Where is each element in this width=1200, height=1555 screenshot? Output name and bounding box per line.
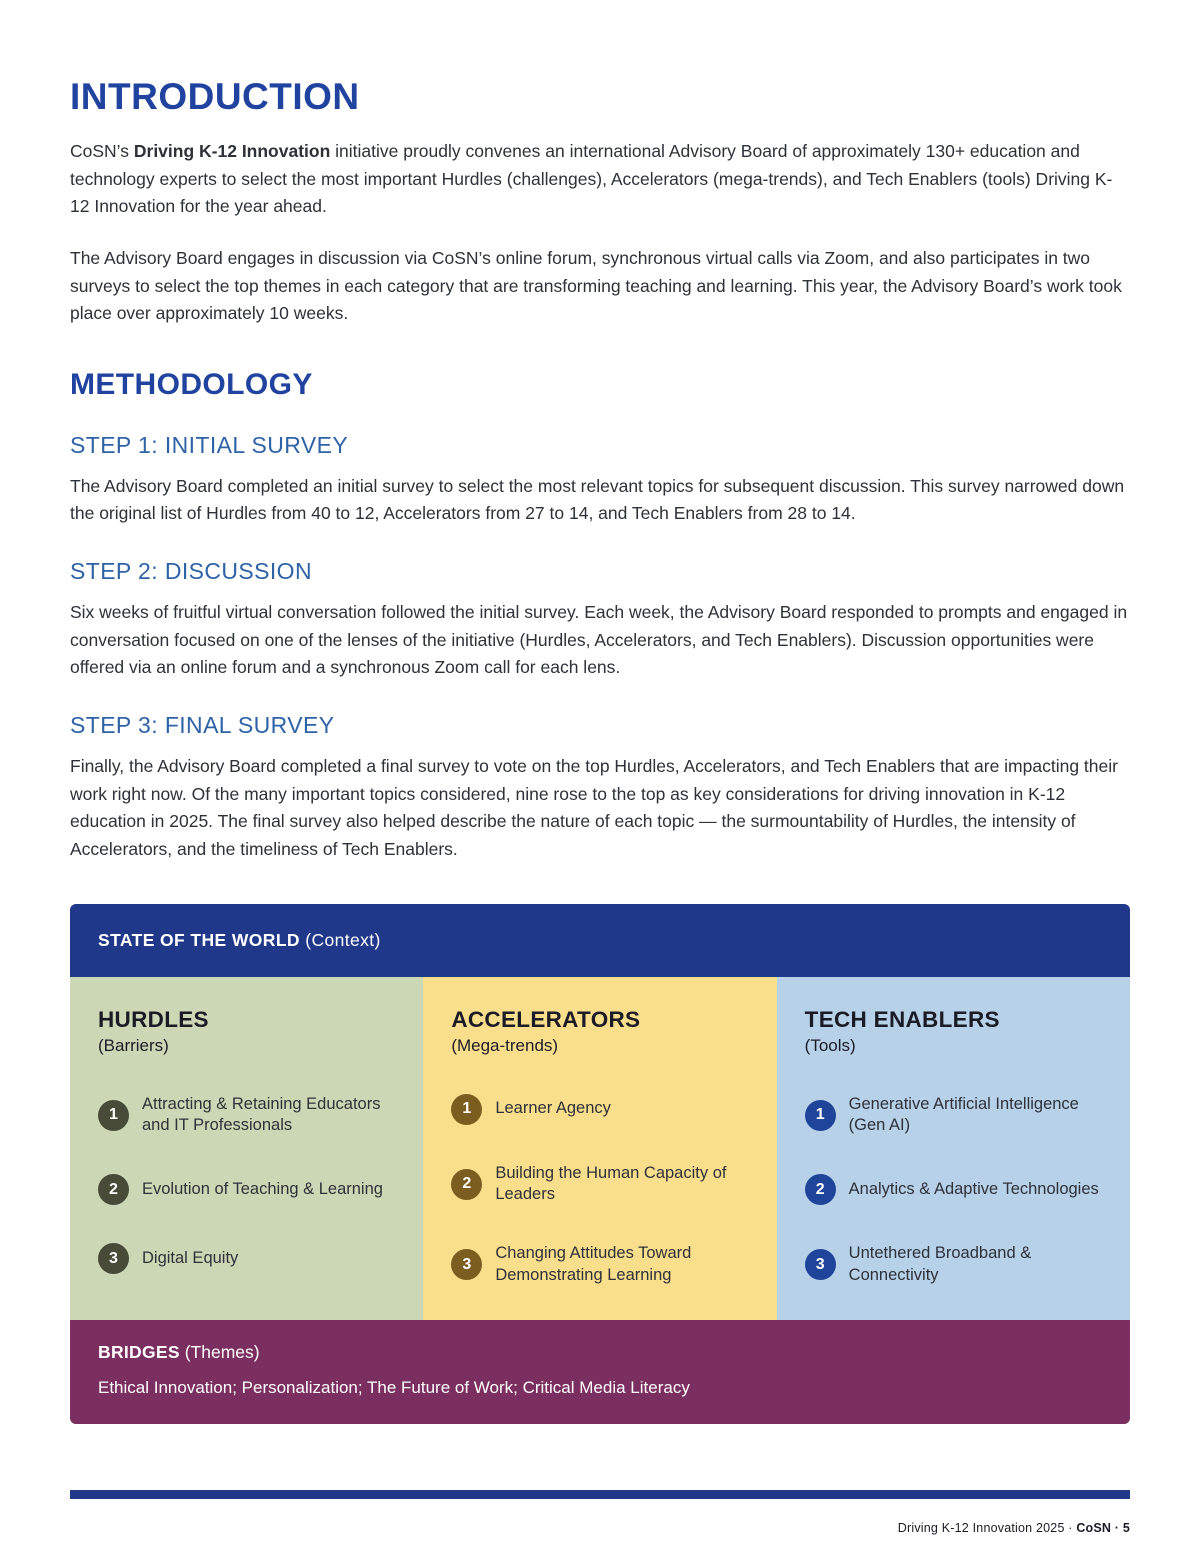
item-number-badge: 1 (805, 1100, 836, 1131)
step-1-body: The Advisory Board completed an initial survey to select the most relevant topics for subsequent discussion. This survey narrowed down the original list of Hurdles from 40 to 12, Accelerators from 27 to 14, and Tech Enablers from 28 to 14. (70, 475, 1125, 524)
introduction-heading: INTRODUCTION (70, 76, 360, 117)
hurdles-column (70, 977, 423, 1321)
framework-header-context: (Context) (299, 929, 381, 950)
item-number-badge: 3 (451, 1249, 482, 1280)
tech-enablers-item-1 (805, 1094, 1106, 1137)
tech-enablers-title: TECH ENABLERS (804, 1006, 1000, 1032)
step-3-heading: STEP 3: FINAL SURVEY (70, 712, 335, 739)
accelerators-subtitle: (Mega-trends) (451, 1035, 559, 1055)
accelerators-item-1 (451, 1094, 752, 1125)
framework-header-title: STATE OF THE WORLD (98, 929, 300, 950)
hurdles-item-2 (98, 1174, 399, 1205)
accelerators-column (423, 977, 776, 1321)
step-2-heading: STEP 2: DISCUSSION (70, 558, 312, 585)
item-number-badge: 2 (805, 1174, 836, 1205)
item-number-badge: 2 (451, 1169, 482, 1200)
item-number-badge: 3 (805, 1249, 836, 1280)
accelerators-title: ACCELERATORS (451, 1006, 641, 1032)
accelerators-item-2 (451, 1163, 752, 1206)
page-footer (70, 1521, 1130, 1535)
framework-diagram (70, 904, 1130, 1425)
item-label: Learner Agency (495, 1099, 611, 1118)
item-label: Attracting & Retaining Educators and IT Professionals (142, 1094, 381, 1135)
bridges-title-rest: (Themes) (179, 1342, 260, 1363)
intro-paragraph-1 (70, 138, 1130, 221)
item-number-badge: 1 (98, 1100, 129, 1131)
intro-p1-rest: initiative proudly convenes an international Advisory Board of approximately 130+ education and technology experts to select the most important Hurdles (challenges), Accelerators (mega-trends), and Tech Enablers (tools) Driving K-12 Innovation for the year ahead. (70, 141, 1113, 217)
item-label: Changing Attitudes Toward Demonstrating Learning (495, 1244, 692, 1284)
footer-report-name: Driving K-12 Innovation 2025 · (897, 1521, 1077, 1535)
step-2-body: Six weeks of fruitful virtual conversation followed the initial survey. Each week, the Advisory Board responded to prompts and engaged in conversation focused on one of the lenses of the initiative (Hurdles, Accelerators, and Tech Enablers). Discussion opportunities were offered via an online forum and a synchronous Zoom call for each lens. (70, 602, 1128, 678)
hurdles-title: HURDLES (98, 1006, 209, 1032)
footer-rule (70, 1490, 1130, 1499)
intro-p1-prefix: CoSN’s (70, 141, 134, 161)
bridges-bar (70, 1320, 1130, 1424)
item-label: Building the Human Capacity of Leaders (495, 1163, 727, 1204)
item-label: Generative Artificial Intelligence (Gen AI) (848, 1094, 1079, 1135)
item-label: Evolution of Teaching & Learning (142, 1180, 383, 1199)
framework-header-bar (70, 904, 1130, 977)
bridges-title-bold: BRIDGES (98, 1342, 180, 1363)
step-3-body: Finally, the Advisory Board completed a final survey to vote on the top Hurdles, Accelerators, and Tech Enablers that are impacting their work right now. Of the many important topics considered, nine rose to the top as key considerations for driving innovation in K-12 education in 2025. The final survey also helped describe the nature of each topic — the surmountability of Hurdles, the intensity of Accelerators, and the timeliness of Tech Enablers. (70, 756, 1118, 859)
tech-enablers-subtitle: (Tools) (804, 1035, 856, 1055)
page-footer-block (70, 1490, 1130, 1535)
methodology-heading: METHODOLOGY (70, 367, 313, 401)
intro-paragraph-2: The Advisory Board engages in discussion via CoSN’s online forum, synchronous virtual calls via Zoom, and also participates in two surveys to select the top themes in each category that are transforming teaching and learning. This year, the Advisory Board’s work took place over approximately 10 weeks. (70, 247, 1122, 324)
accelerators-item-3 (451, 1243, 752, 1286)
tech-enablers-item-2 (805, 1174, 1106, 1205)
item-number-badge: 1 (451, 1094, 482, 1125)
hurdles-subtitle: (Barriers) (98, 1035, 169, 1055)
item-number-badge: 2 (98, 1174, 129, 1205)
hurdles-item-1 (98, 1094, 399, 1137)
framework-columns (70, 977, 1130, 1321)
tech-enablers-column (777, 977, 1130, 1321)
footer-page-number: CoSN · 5 (1076, 1521, 1130, 1535)
step-1-heading: STEP 1: INITIAL SURVEY (70, 431, 349, 458)
item-label: Untethered Broadband & Connectivity (848, 1244, 1032, 1284)
tech-enablers-item-3 (805, 1243, 1106, 1286)
intro-p1-initiative-name: Driving K-12 Innovation (133, 141, 331, 161)
bridges-title (98, 1342, 1102, 1363)
hurdles-item-3 (98, 1243, 399, 1274)
item-number-badge: 3 (98, 1243, 129, 1274)
bridges-themes: Ethical Innovation; Personalization; The Future of Work; Critical Media Literacy (98, 1378, 690, 1398)
item-label: Digital Equity (142, 1249, 239, 1268)
item-label: Analytics & Adaptive Technologies (848, 1180, 1099, 1199)
